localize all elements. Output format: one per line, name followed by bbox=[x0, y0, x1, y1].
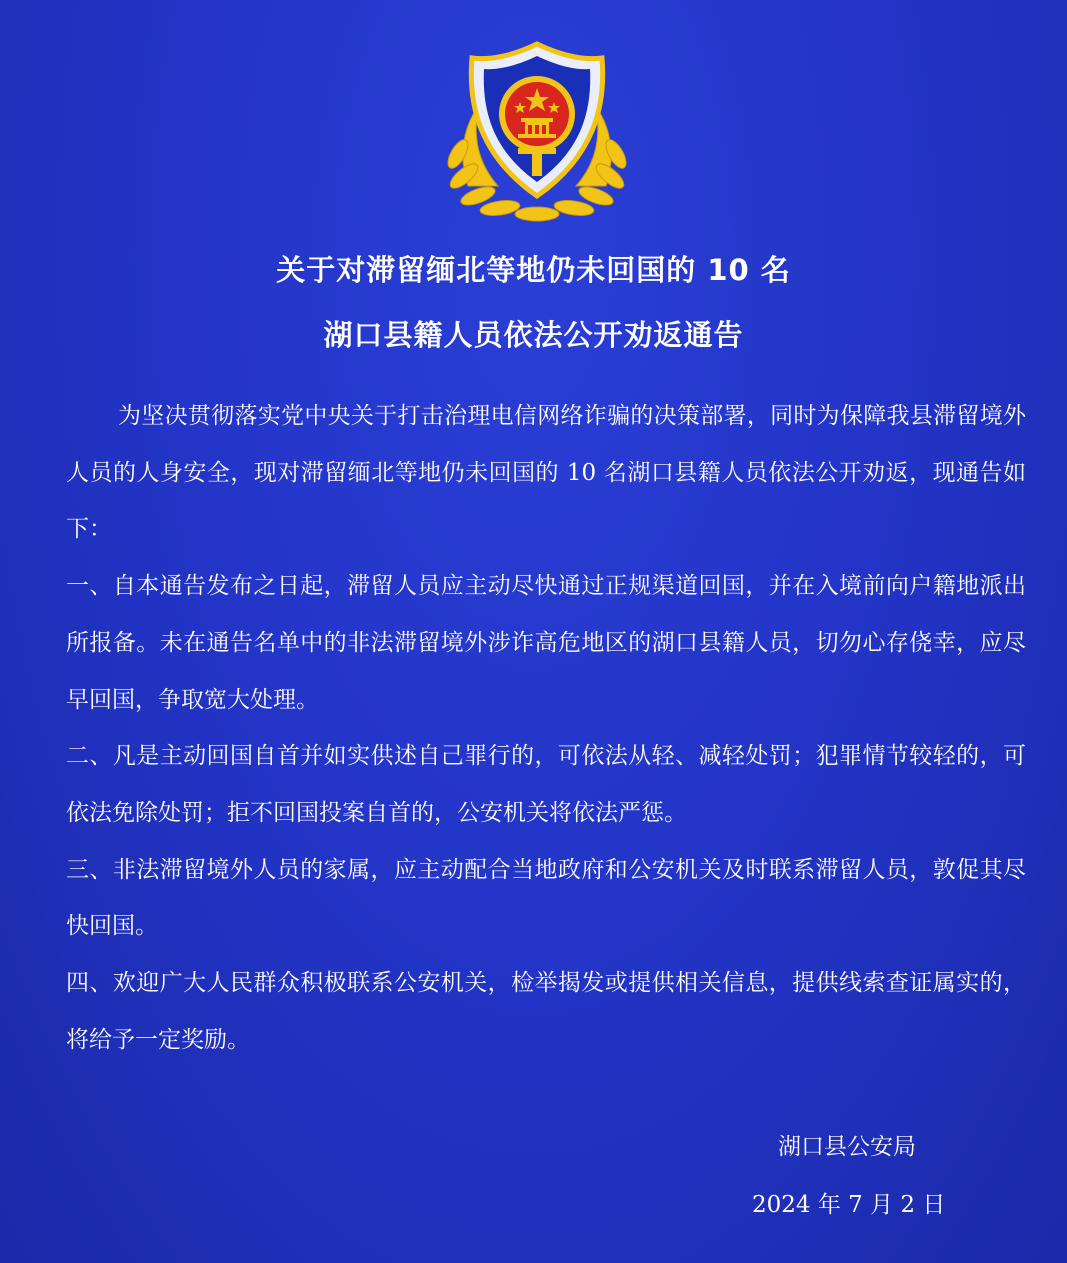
notice-item-2: 二、凡是主动回国自首并如实供述自己罪行的，可依法从轻、减轻处罚；犯罪情节较轻的，可依法免除处罚；拒不回国投案自首的，公安机关将依法严惩。 bbox=[66, 743, 1026, 826]
notice-body bbox=[66, 388, 1026, 1068]
notice-title-line-2: 湖口县籍人员依法公开劝返通告 bbox=[323, 318, 744, 352]
police-emblem-icon bbox=[428, 36, 646, 224]
notice-item-3: 三、非法滞留境外人员的家属，应主动配合当地政府和公安机关及时联系滞留人员，敦促其尽快回国。 bbox=[66, 856, 1026, 940]
notice-intro: 为坚决贯彻落实党中央关于打击治理电信网络诈骗的决策部署，同时为保障我县滞留境外人员的人身安全，现对滞留缅北等地仍未回国的 10 名湖口县籍人员依法公开劝返，现通告如下： bbox=[66, 403, 1026, 543]
issuer-name: 湖口县公安局 bbox=[778, 1134, 916, 1160]
issue-date: 2024 年 7 月 2 日 bbox=[752, 1192, 946, 1218]
notice-title-line-1: 关于对滞留缅北等地仍未回国的 10 名 bbox=[276, 253, 791, 287]
notice-item-1: 一、自本通告发布之日起，滞留人员应主动尽快通过正规渠道回国，并在入境前向户籍地派出所报备。未在通告名单中的非法滞留境外涉诈高危地区的湖口县籍人员，切勿心存侥幸，应尽早回国，争取宽大处理。 bbox=[66, 573, 1026, 713]
notice-item-4: 四、欢迎广大人民群众积极联系公安机关，检举揭发或提供相关信息，提供线索查证属实的，将给予一定奖励。 bbox=[66, 970, 1026, 1053]
